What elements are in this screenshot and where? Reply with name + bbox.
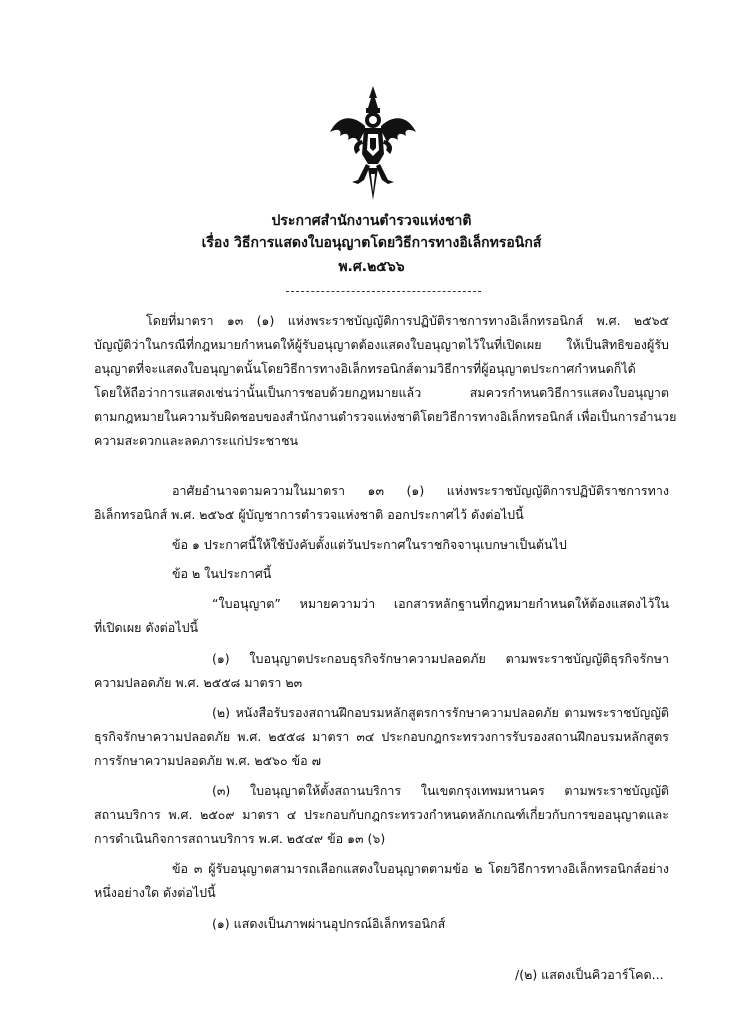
- preamble-line: โดยให้ถือว่าการแสดงเช่นว่านั้นเป็นการชอบด้วยกฎหมายแล้ว สมควรกำหนดวิธีการแสดงใบอนุญาต: [94, 385, 669, 400]
- title-separator: [286, 291, 481, 292]
- item-2-line: การรักษาความปลอดภัย พ.ศ. ๒๕๖๐ ข้อ ๗: [94, 753, 321, 768]
- definition-line: ที่เปิดเผย ดังต่อไปนี้: [94, 620, 199, 635]
- document-subject: เรื่อง วิธีการแสดงใบอนุญาตโดยวิธีการทางอิเล็กทรอนิกส์: [201, 235, 542, 251]
- definition-line: “ใบอนุญาต” หมายความว่า เอกสารหลักฐานที่กฎหมายกำหนดให้ต้องแสดงไว้ใน: [212, 596, 669, 611]
- clause-3-line: หนึ่งอย่างใด ดังต่อไปนี้: [94, 885, 216, 900]
- document-year: พ.ศ.๒๕๖๖: [338, 259, 405, 275]
- preamble-line: ความสะดวกและลดภาระแก่ประชาชน: [94, 433, 299, 448]
- item-1-line: ความปลอดภัย พ.ศ. ๒๕๕๘ มาตรา ๒๓: [94, 675, 303, 690]
- preamble-line: บัญญัติว่าในกรณีที่กฎหมายกำหนดให้ผู้รับอนุญาตต้องแสดงใบอนุญาตไว้ในที่เปิดเผย ให้เป็นสิทธิของผู้รับ: [94, 337, 669, 352]
- garuda-emblem-icon: [328, 84, 418, 202]
- authority-line: อิเล็กทรอนิกส์ พ.ศ. ๒๕๖๕ ผู้บัญชาการตำรวจแห่งชาติ ออกประกาศไว้ ดังต่อไปนี้: [94, 507, 524, 522]
- preamble-line: โดยที่มาตรา ๑๓ (๑) แห่งพระราชบัญญัติการปฏิบัติราชการทางอิเล็กทรอนิกส์ พ.ศ. ๒๕๖๕: [146, 313, 669, 328]
- authority-line: อาศัยอำนาจตามความในมาตรา ๑๓ (๑) แห่งพระราชบัญญัติการปฏิบัติราชการทาง: [172, 483, 669, 498]
- method-1: (๑) แสดงเป็นภาพผ่านอุปกรณ์อิเล็กทรอนิกส์: [212, 916, 446, 931]
- item-2-line: (๒) หนังสือรับรองสถานฝึกอบรมหลักสูตรการรักษาความปลอดภัย ตามพระราชบัญญัติ: [212, 705, 669, 720]
- item-1-line: (๑) ใบอนุญาตประกอบธุรกิจรักษาความปลอดภัย ตามพระราชบัญญัติธุรกิจรักษา: [212, 651, 669, 666]
- item-2-line: ธุรกิจรักษาความปลอดภัย พ.ศ. ๒๕๕๘ มาตรา ๓๔ ประกอบกฎกระทรวงการรับรองสถานฝึกอบรมหลักสูตร: [94, 729, 669, 744]
- preamble-line: อนุญาตที่จะแสดงใบอนุญาตนั้นโดยวิธีการทางอิเล็กทรอนิกส์ตามวิธีการที่ผู้อนุญาตประกาศกำหนดก็ได้: [94, 361, 636, 376]
- clause-1: ข้อ ๑ ประกาศนี้ให้ใช้บังคับตั้งแต่วันประกาศในราชกิจจานุเบกษาเป็นต้นไป: [172, 537, 567, 552]
- continuation-marker: /(๒) แสดงเป็นคิวอาร์โคด...: [515, 967, 664, 982]
- document-title: ประกาศสำนักงานตำรวจแห่งชาติ: [271, 213, 472, 229]
- item-3-line: สถานบริการ พ.ศ. ๒๕๐๙ มาตรา ๔ ประกอบกับกฎกระทรวงกำหนดหลักเกณฑ์เกี่ยวกับการขออนุญาตและ: [94, 807, 669, 822]
- preamble-line: ตามกฎหมายในความรับผิดชอบของสำนักงานตำรวจแห่งชาติโดยวิธีการทางอิเล็กทรอนิกส์ เพื่อเป็นการอำนวย: [94, 409, 677, 424]
- clause-2: ข้อ ๒ ในประกาศนี้: [172, 566, 272, 581]
- item-3-line: การดำเนินกิจการสถานบริการ พ.ศ. ๒๕๔๙ ข้อ ๑๓ (๖): [94, 831, 386, 846]
- item-3-line: (๓) ใบอนุญาตให้ตั้งสถานบริการ ในเขตกรุงเทพมหานคร ตามพระราชบัญญัติ: [212, 783, 669, 798]
- clause-3-line: ข้อ ๓ ผู้รับอนุญาตสามารถเลือกแสดงใบอนุญาตตามข้อ ๒ โดยวิธีการทางอิเล็กทรอนิกส์อย่าง: [172, 861, 669, 876]
